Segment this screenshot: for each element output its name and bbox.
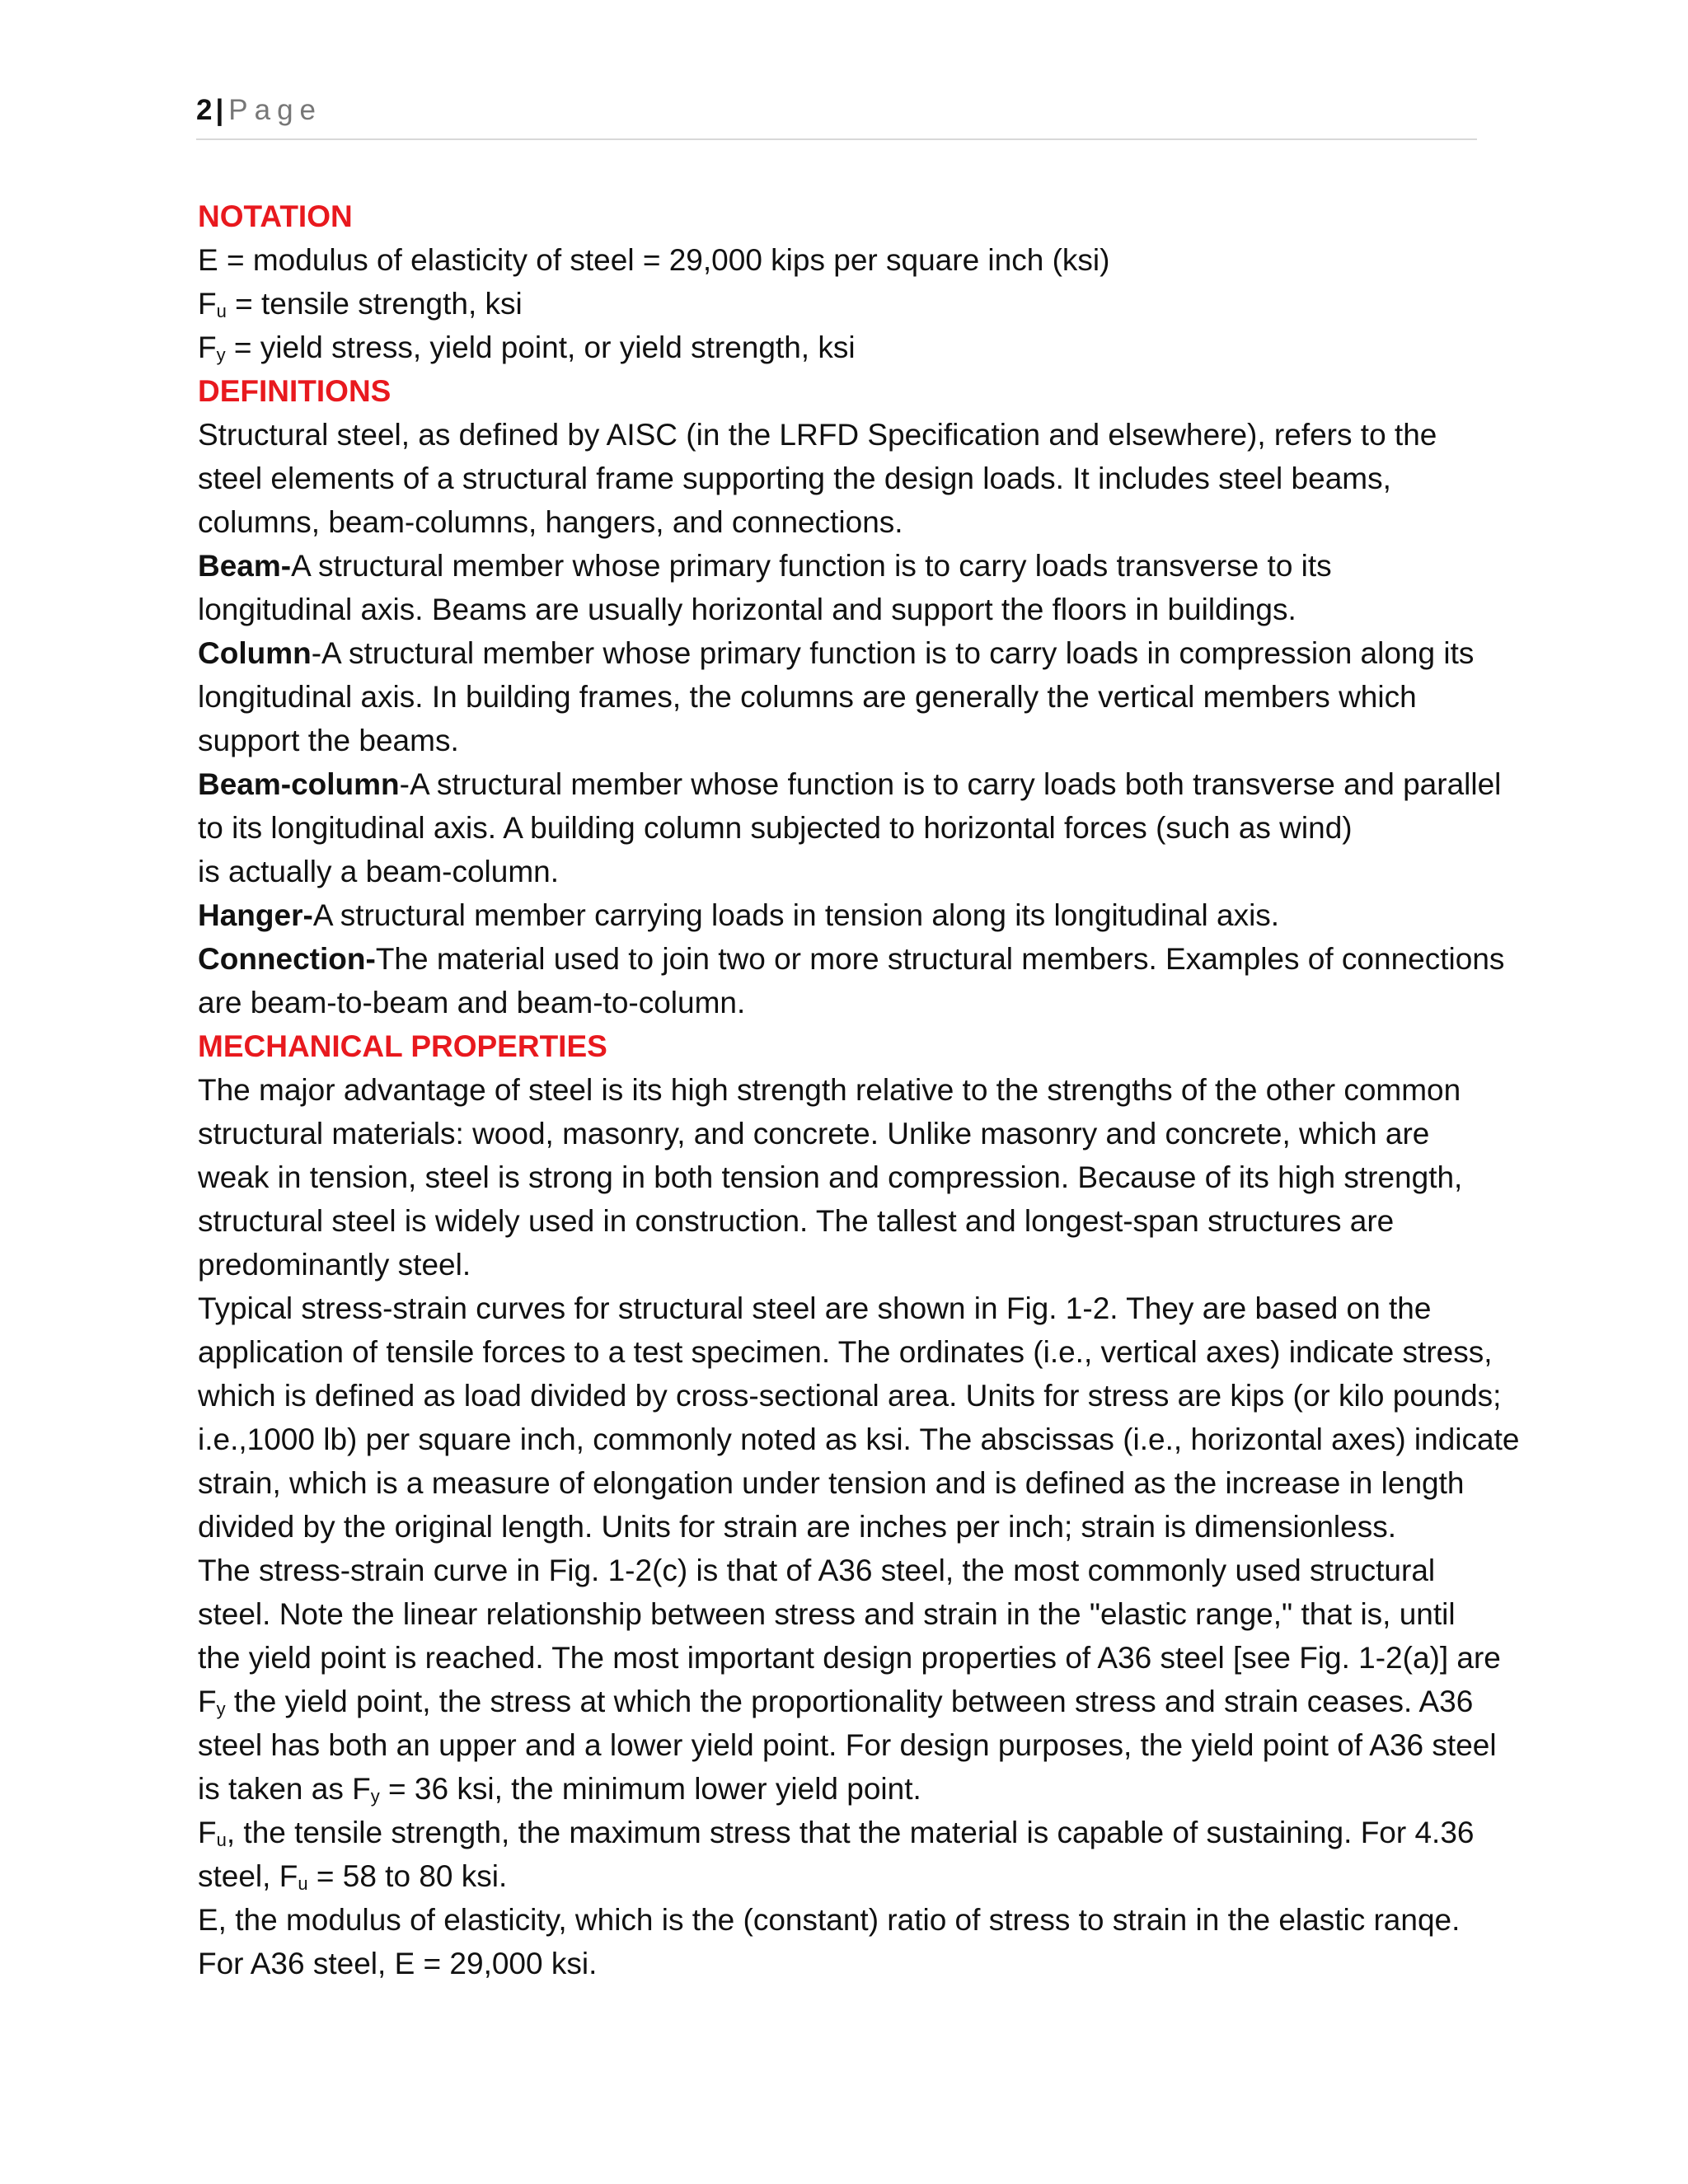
definition-beam-column-cont: is actually a beam-column. <box>198 855 560 888</box>
paragraph-line: the yield point is reached. The most important design properties of A36 steel [see Fig. 1-2(a)] are <box>198 1641 1501 1675</box>
fy-value-line <box>198 1767 1500 1811</box>
page-separator: | <box>215 94 224 126</box>
definition-column <box>198 631 1500 675</box>
definitions-intro-line: columns, beam-columns, hangers, and connections. <box>198 505 903 539</box>
paragraph-line: structural materials: wood, masonry, and concrete. Unlike masonry and concrete, which are <box>198 1117 1430 1151</box>
fu-property-text: , the tensile strength, the maximum stress that the material is capable of sustaining. For 4.36 <box>226 1816 1475 1849</box>
symbol-f: F <box>198 287 217 321</box>
e-value-line: For A36 steel, E = 29,000 ksi. <box>198 1947 598 1980</box>
document-body <box>198 194 1520 1985</box>
page-label: Page <box>228 94 323 126</box>
paragraph-line: The stress-strain curve in Fig. 1-2(c) is that of A36 steel, the most commonly used structural <box>198 1554 1436 1587</box>
definition-beam-column <box>198 762 1500 806</box>
notation-fu <box>198 282 1500 326</box>
fy-value-post: = 36 ksi, the minimum lower yield point. <box>379 1772 921 1806</box>
subscript-u: u <box>216 1830 227 1850</box>
fy-value-pre: is taken as F <box>198 1772 371 1806</box>
page-header <box>196 92 1477 140</box>
symbol-f: F <box>198 1685 217 1718</box>
paragraph-line: weak in tension, steel is strong in both tension and compression. Because of its high strength, <box>198 1160 1463 1194</box>
subscript-y: y <box>216 344 226 365</box>
definition-beam-cont: longitudinal axis. Beams are usually horizontal and support the floors in buildings. <box>198 593 1296 626</box>
paragraph-line: divided by the original length. Units for strain are inches per inch; strain is dimensionless. <box>198 1510 1397 1544</box>
paragraph-line: application of tensile forces to a test specimen. The ordinates (i.e., vertical axes) indicate stress, <box>198 1335 1493 1369</box>
term-beam: Beam- <box>198 549 292 583</box>
fu-value-line <box>198 1854 1500 1898</box>
term-column: Column <box>198 636 312 670</box>
paragraph-line: steel. Note the linear relationship between stress and strain in the "elastic range," that is, until <box>198 1597 1456 1631</box>
paragraph-line: The major advantage of steel is its high strength relative to the strengths of the other common <box>198 1073 1461 1107</box>
definition-beam <box>198 544 1500 588</box>
term-hanger: Hanger- <box>198 898 313 932</box>
paragraph-line: predominantly steel. <box>198 1248 471 1282</box>
notation-heading: NOTATION <box>198 199 353 233</box>
definition-connection <box>198 937 1505 981</box>
symbol-f: F <box>198 330 217 364</box>
definition-text: A structural member whose primary function is to carry loads transverse to its <box>291 549 1332 583</box>
subscript-u: u <box>216 301 227 321</box>
fu-property-line <box>198 1811 1500 1854</box>
definition-text: The material used to join two or more structural members. Examples of connections <box>375 942 1505 976</box>
definition-text: -A structural member whose primary function is to carry loads in compression along its <box>311 636 1475 670</box>
definition-column-cont: longitudinal axis. In building frames, the columns are generally the vertical members which <box>198 680 1417 714</box>
definition-column-cont: support the beams. <box>198 724 459 757</box>
definition-text: A structural member carrying loads in tension along its longitudinal axis. <box>312 898 1280 932</box>
page-number: 2 <box>196 94 213 126</box>
term-connection: Connection- <box>198 942 376 976</box>
paragraph-line: strain, which is a measure of elongation under tension and is defined as the increase in length <box>198 1466 1465 1500</box>
definition-text: -A structural member whose function is to carry loads both transverse and parallel <box>399 767 1502 801</box>
mechanical-heading: MECHANICAL PROPERTIES <box>198 1029 607 1063</box>
paragraph-line: i.e.,1000 lb) per square inch, commonly noted as ksi. The abscissas (i.e., horizontal axes) indicate <box>198 1422 1520 1456</box>
notation-fy <box>198 326 1500 369</box>
notation-fu-text: = tensile strength, ksi <box>226 287 523 321</box>
definition-connection-cont: are beam-to-beam and beam-to-column. <box>198 986 746 1019</box>
subscript-y: y <box>216 1699 226 1719</box>
subscript-y: y <box>370 1786 380 1807</box>
notation-e: E = modulus of elasticity of steel = 29,000 kips per square inch (ksi) <box>198 243 1110 277</box>
e-property-line: E, the modulus of elasticity, which is the (constant) ratio of stress to strain in the elastic ranqe. <box>198 1903 1461 1937</box>
notation-fy-text: = yield stress, yield point, or yield strength, ksi <box>225 330 856 364</box>
definitions-intro-line: Structural steel, as defined by AISC (in the LRFD Specification and elsewhere), refers to the <box>198 418 1437 452</box>
fy-property-text: the yield point, the stress at which the proportionality between stress and strain ceases. A36 <box>225 1685 1474 1718</box>
definition-beam-column-cont: to its longitudinal axis. A building column subjected to horizontal forces (such as wind) <box>198 811 1353 845</box>
definition-hanger <box>198 893 1500 937</box>
term-beam-column: Beam-column <box>198 767 400 801</box>
subscript-u: u <box>298 1873 308 1894</box>
definitions-intro-line: steel elements of a structural frame supporting the design loads. It includes steel beams, <box>198 462 1391 495</box>
paragraph-line: structural steel is widely used in construction. The tallest and longest-span structures are <box>198 1204 1395 1238</box>
fu-value-post: = 58 to 80 ksi. <box>307 1859 508 1893</box>
paragraph-line: which is defined as load divided by cross-sectional area. Units for stress are kips (or kilo pounds; <box>198 1379 1502 1413</box>
paragraph-line: Typical stress-strain curves for structural steel are shown in Fig. 1-2. They are based on the <box>198 1291 1432 1325</box>
fu-value-pre: steel, F <box>198 1859 298 1893</box>
paragraph-line: steel has both an upper and a lower yield point. For design purposes, the yield point of A36 steel <box>198 1728 1497 1762</box>
definitions-heading: DEFINITIONS <box>198 374 392 408</box>
fy-property-line <box>198 1680 1500 1723</box>
symbol-f: F <box>198 1816 217 1849</box>
